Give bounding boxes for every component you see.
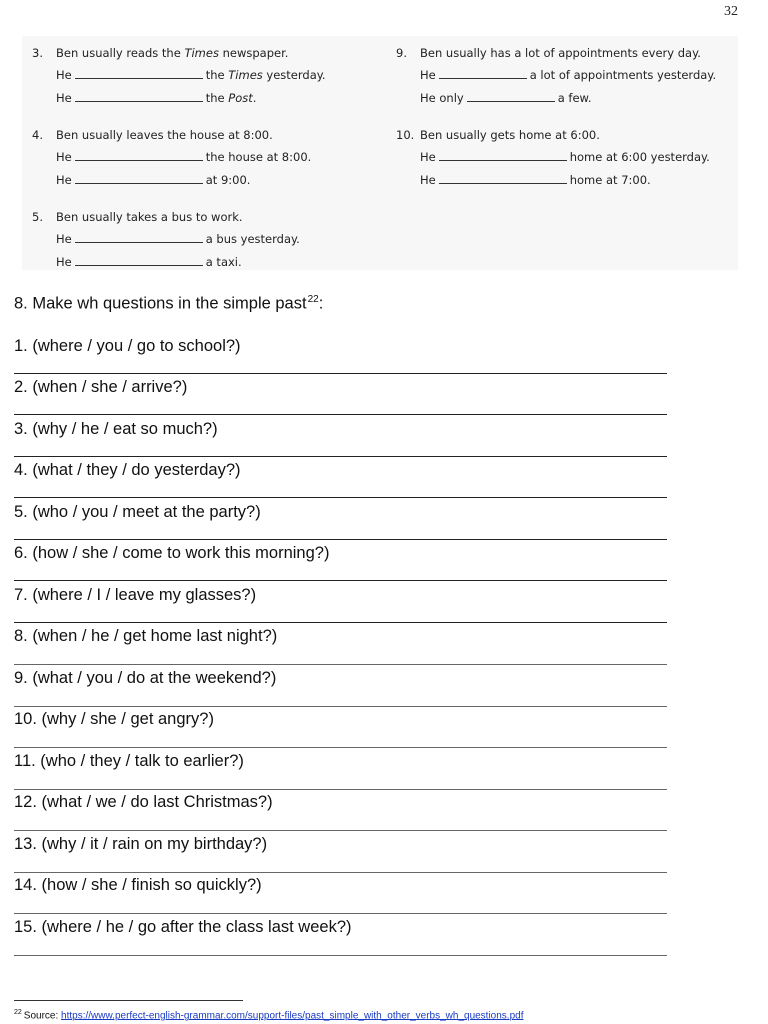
line-text: a lot of appointments yesterday.: [529, 68, 717, 82]
line-emphasis: Post: [228, 90, 253, 105]
blank-field[interactable]: [75, 148, 203, 161]
question-prompt: 10. (why / she / get angry?): [14, 710, 214, 728]
question-prompt: 5. (who / you / meet at the party?): [14, 503, 261, 521]
answer-line[interactable]: [14, 539, 667, 540]
question-prompt: 4. (what / they / do yesterday?): [14, 461, 241, 479]
answer-line[interactable]: [14, 664, 667, 665]
line-subject: He: [420, 150, 436, 164]
sentence-text: newspaper.: [218, 46, 289, 60]
line-subject: He: [56, 254, 72, 269]
sentence-text: Ben usually takes a bus to work.: [56, 210, 243, 224]
question-prompt: 11. (who / they / talk to earlier?): [14, 752, 244, 770]
answer-line[interactable]: [14, 414, 667, 415]
answer-line[interactable]: [14, 622, 667, 623]
answer-line[interactable]: [14, 497, 667, 498]
exercise-number: 10.: [396, 128, 415, 142]
exercise-line: [396, 169, 738, 192]
line-text: the house at 8:00.: [205, 150, 312, 164]
question-prompt: 6. (how / she / come to work this morning?): [14, 544, 330, 562]
exercise-sentence: [32, 206, 392, 228]
sentence-text: Ben usually gets home at 6:00.: [420, 128, 600, 142]
sentence-text: Ben usually reads the: [56, 46, 185, 60]
line-emphasis: Times: [228, 68, 263, 82]
question-prompt: 2. (when / she / arrive?): [14, 378, 188, 396]
blank-field[interactable]: [467, 89, 555, 102]
footnote: [14, 1009, 524, 1021]
section-heading: [14, 294, 323, 314]
question-prompt: 3. (why / he / eat so much?): [14, 420, 218, 438]
sentence-emphasis: Times: [184, 46, 219, 60]
line-text: a taxi.: [205, 254, 242, 269]
answer-line[interactable]: [14, 913, 667, 914]
page-number: 32: [724, 4, 738, 19]
answer-line[interactable]: [14, 955, 667, 956]
exercise-line: [32, 64, 392, 87]
exercise-line: [32, 251, 392, 274]
answer-line[interactable]: [14, 373, 667, 374]
heading-text: 8. Make wh questions in the simple past: [14, 294, 307, 313]
blank-field[interactable]: [75, 253, 203, 266]
exercise-number: 9.: [396, 46, 407, 60]
sentence-text: Ben usually has a lot of appointments every day.: [420, 46, 701, 60]
exercise-line: [396, 64, 738, 87]
source-link[interactable]: https://www.perfect-english-grammar.com/support-files/past_simple_with_other_verbs_wh_questions.pdf: [61, 1010, 524, 1022]
question-prompt: 15. (where / he / go after the class last week?): [14, 918, 352, 936]
exercise-item: [32, 124, 392, 191]
line-text: .: [252, 90, 257, 105]
line-subject: He: [56, 68, 72, 82]
footnote-label: Source:: [23, 1010, 62, 1022]
exercise-line: [32, 146, 392, 169]
line-subject: He: [56, 150, 72, 164]
line-text: a bus yesterday.: [205, 232, 300, 246]
answer-line[interactable]: [14, 747, 667, 748]
exercise-line: [32, 87, 392, 110]
exercise-number: 3.: [32, 46, 43, 60]
answer-line[interactable]: [14, 456, 667, 457]
blank-field[interactable]: [439, 171, 567, 184]
exercise-line: [396, 87, 738, 110]
blank-field[interactable]: [75, 171, 203, 184]
blank-field[interactable]: [75, 230, 203, 243]
question-prompt: 8. (when / he / get home last night?): [14, 627, 278, 645]
question-prompt: 12. (what / we / do last Christmas?): [14, 793, 273, 811]
answer-line[interactable]: [14, 706, 667, 707]
line-text: home at 7:00.: [569, 172, 651, 187]
exercise-excerpt: [22, 36, 738, 270]
line-rest: [206, 87, 257, 110]
question-prompt: 13. (why / it / rain on my birthday?): [14, 835, 268, 853]
answer-line[interactable]: [14, 830, 667, 831]
footnote-reference[interactable]: 22: [307, 294, 319, 305]
exercise-number: 5.: [32, 210, 43, 224]
line-subject: He: [56, 90, 72, 105]
blank-field[interactable]: [439, 148, 567, 161]
exercise-number: 4.: [32, 128, 43, 142]
exercise-column-right: [396, 36, 738, 191]
exercise-item: [396, 124, 738, 191]
question-prompt: 1. (where / you / go to school?): [14, 337, 241, 355]
exercise-sentence: [396, 124, 738, 146]
exercise-sentence: [32, 42, 392, 64]
answer-line[interactable]: [14, 872, 667, 873]
exercise-item: [32, 206, 392, 273]
line-subject: He: [420, 172, 436, 187]
question-prompt: 9. (what / you / do at the weekend?): [14, 669, 277, 687]
line-text: at 9:00.: [205, 172, 251, 187]
exercise-line: [396, 146, 738, 169]
exercise-sentence: [396, 42, 738, 64]
line-text: a few.: [557, 90, 592, 105]
answer-line[interactable]: [14, 789, 667, 790]
sentence-text: Ben usually leaves the house at 8:00.: [56, 128, 273, 142]
line-rest: [206, 64, 326, 87]
line-text: the: [205, 68, 229, 82]
line-subject: He: [56, 172, 72, 187]
line-text: the: [205, 90, 229, 105]
line-subject: He only: [420, 90, 464, 105]
exercise-line: [32, 169, 392, 192]
line-subject: He: [420, 68, 436, 82]
blank-field[interactable]: [439, 66, 527, 79]
blank-field[interactable]: [75, 66, 203, 79]
answer-line[interactable]: [14, 580, 667, 581]
exercise-sentence: [32, 124, 392, 146]
exercise-item: [396, 42, 738, 109]
footnote-separator: [14, 1000, 243, 1001]
question-prompt: 7. (where / I / leave my glasses?): [14, 586, 257, 604]
blank-field[interactable]: [75, 89, 203, 102]
line-subject: He: [56, 232, 72, 246]
exercise-item: [32, 42, 392, 109]
line-text: yesterday.: [262, 68, 326, 82]
exercise-line: [32, 228, 392, 251]
heading-suffix: :: [318, 294, 324, 313]
line-text: home at 6:00 yesterday.: [569, 150, 710, 164]
question-prompt: 14. (how / she / finish so quickly?): [14, 876, 262, 894]
exercise-column-left: [32, 36, 392, 273]
footnote-number: 22: [14, 1009, 22, 1016]
